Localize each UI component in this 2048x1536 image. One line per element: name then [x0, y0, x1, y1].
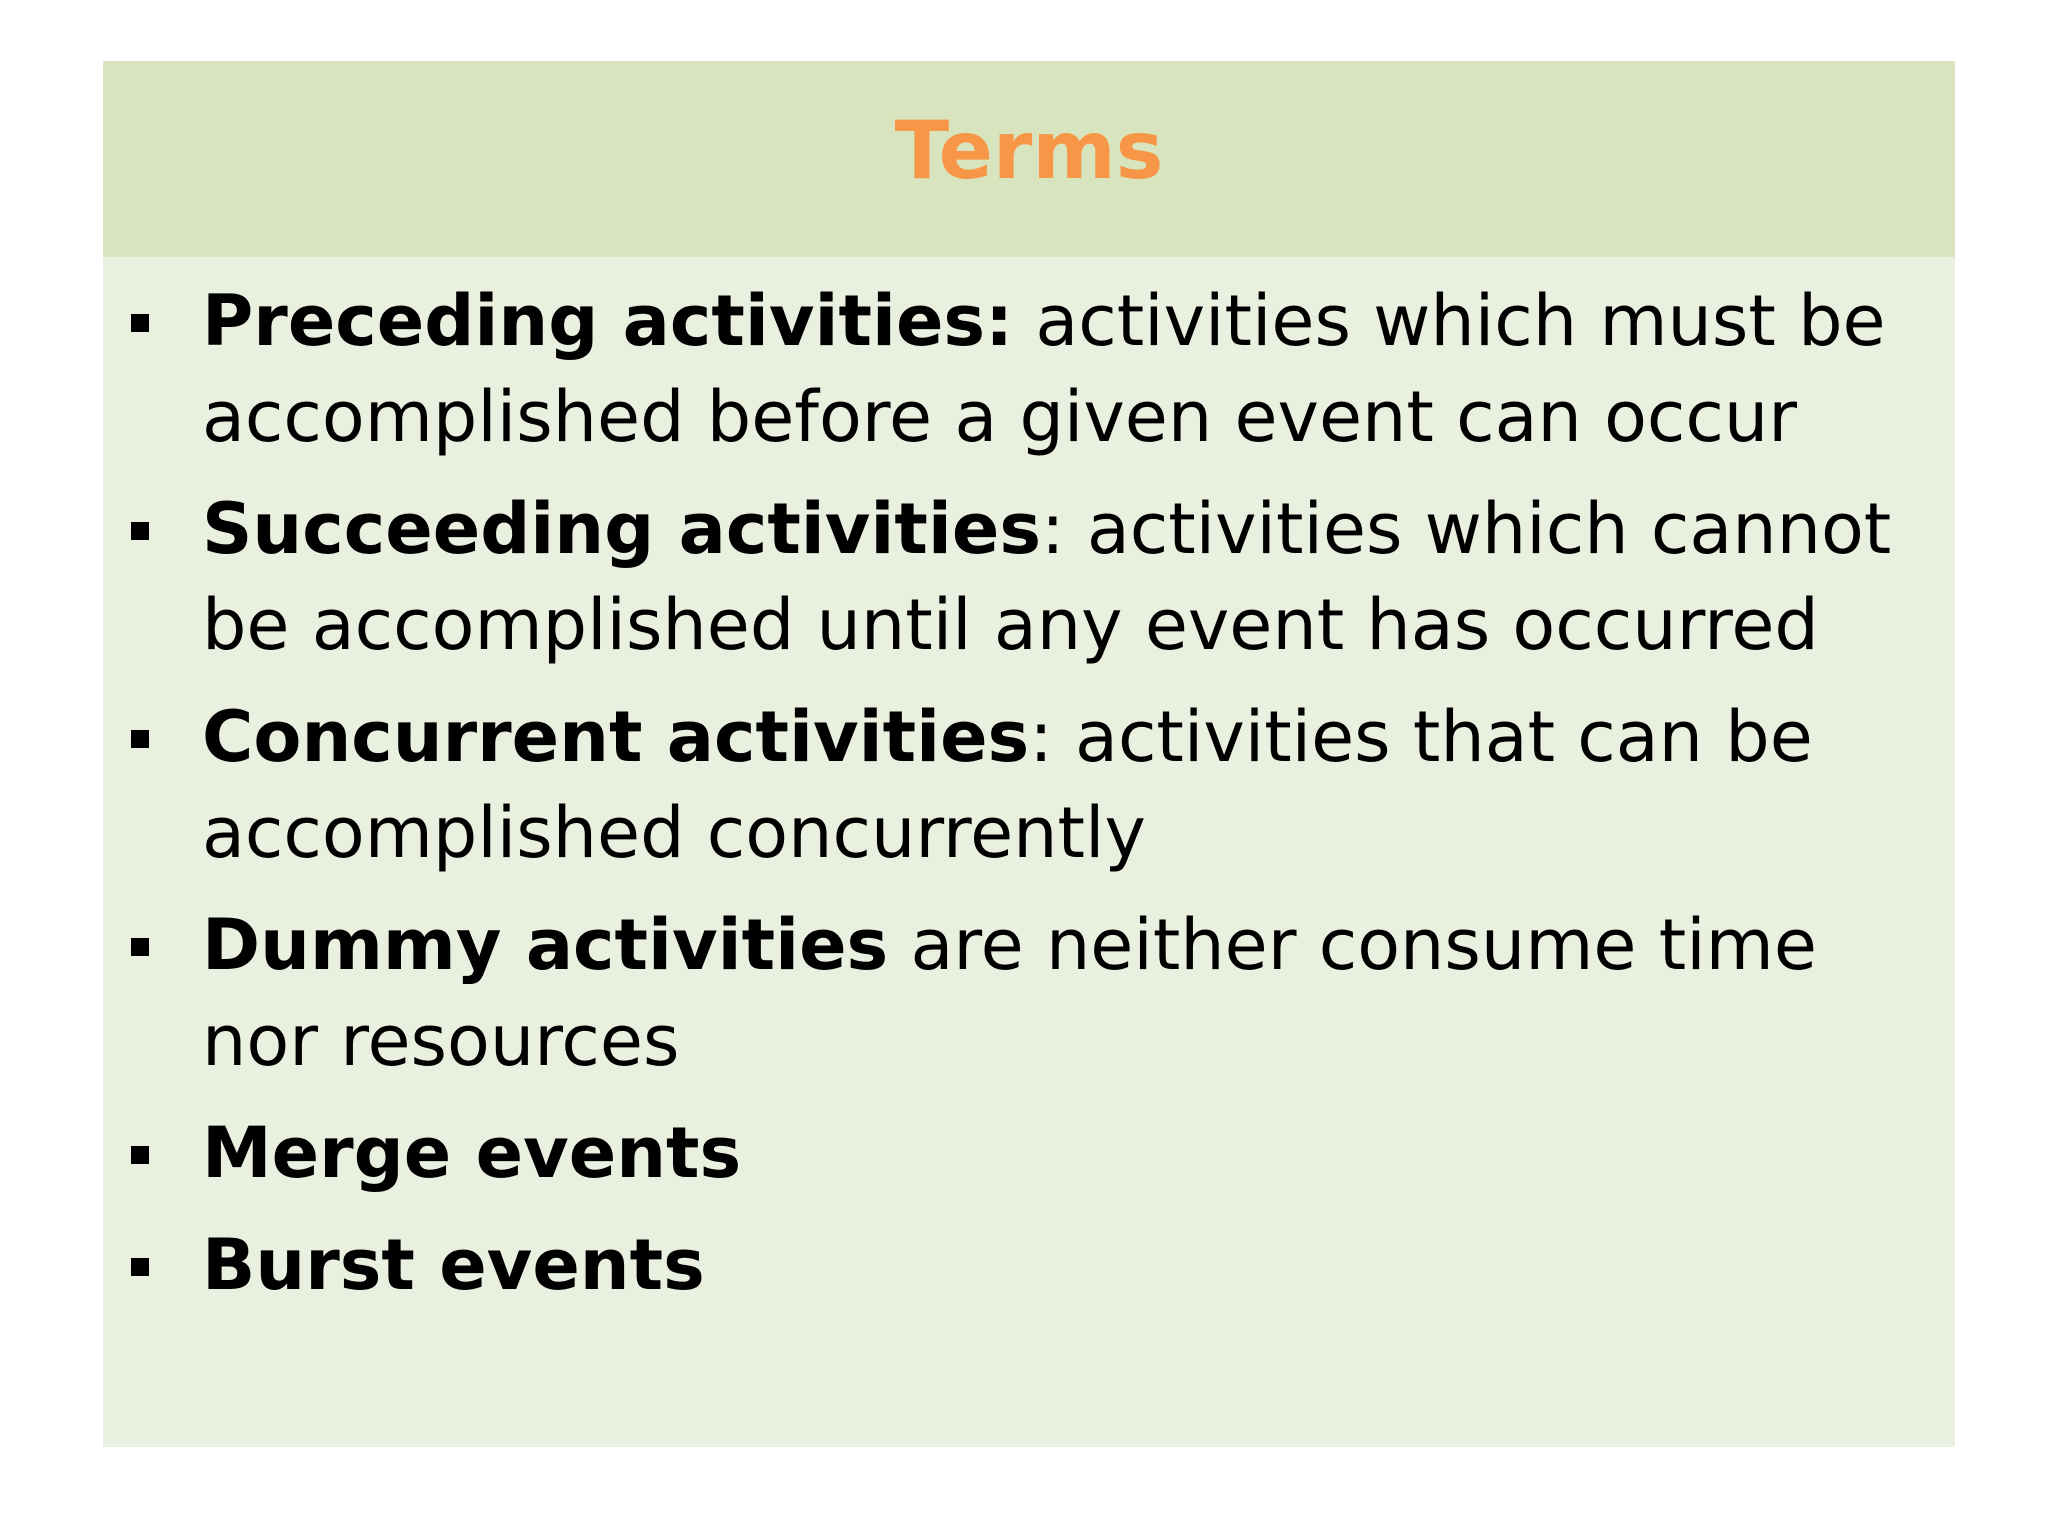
bullet-item-dummy-activities [103, 897, 1955, 1089]
title-band [103, 61, 1955, 257]
term-definition: activities which must be accomplished before a given event can occur [202, 280, 1886, 458]
bullet-item-concurrent-activities [103, 689, 1955, 881]
term-definition: : activities that can be accomplished concurrently [202, 696, 1813, 874]
square-bullet-icon [131, 314, 149, 332]
term-definition: : activities which cannot be accomplished until any event has occurred [202, 488, 1892, 666]
term-label: Burst events [202, 1224, 705, 1306]
term-label: Concurrent activities [202, 696, 1030, 778]
bullet-item-succeeding-activities [103, 481, 1955, 673]
term-label: Succeeding activities [202, 488, 1042, 570]
term-definition: are neither consume time nor resources [202, 904, 1817, 1082]
bullet-item-merge-events [103, 1105, 1955, 1201]
bullet-list [103, 273, 1955, 1329]
term-label: Preceding activities: [202, 280, 1014, 362]
term-label: Dummy activities [202, 904, 889, 986]
square-bullet-icon [131, 1146, 149, 1164]
slide-title: Terms [894, 104, 1164, 197]
square-bullet-icon [131, 938, 149, 956]
slide [103, 61, 1955, 1447]
square-bullet-icon [131, 1258, 149, 1276]
term-label: Merge events [202, 1112, 742, 1194]
square-bullet-icon [131, 730, 149, 748]
bullet-item-preceding-activities [103, 273, 1955, 465]
square-bullet-icon [131, 522, 149, 540]
bullet-item-burst-events [103, 1217, 1955, 1313]
